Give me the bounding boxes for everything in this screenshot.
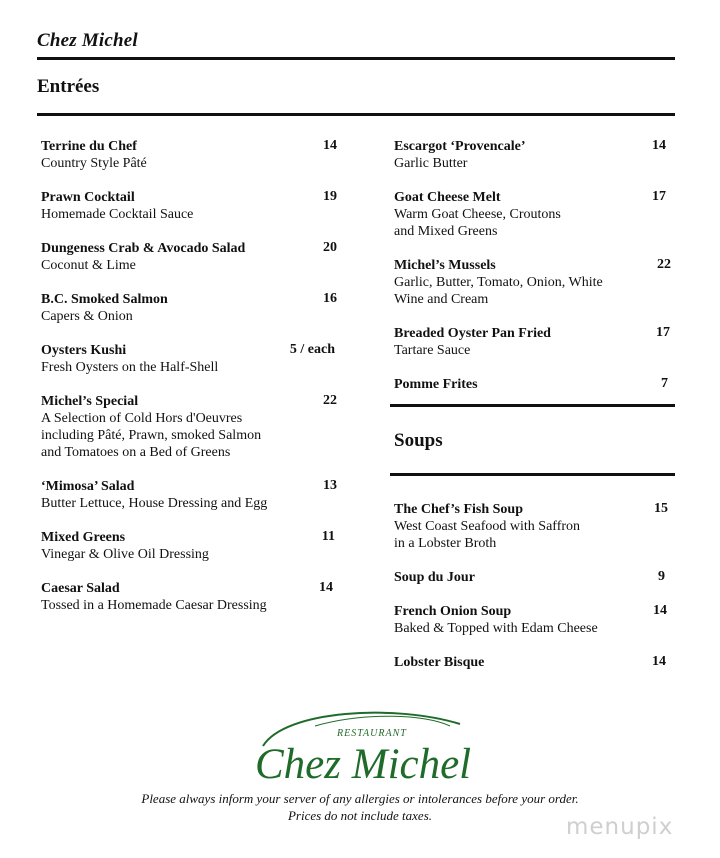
menu-item bbox=[41, 138, 147, 172]
item-description: Country Style Pâté bbox=[41, 156, 147, 171]
item-name: Michel’s Special bbox=[41, 394, 139, 409]
entrees-title: Entrées bbox=[37, 76, 100, 97]
menu-item bbox=[394, 257, 603, 308]
item-price: 16 bbox=[323, 291, 337, 306]
item-description: Homemade Cocktail Sauce bbox=[41, 207, 194, 222]
item-price: 14 bbox=[653, 603, 667, 618]
item-price: 11 bbox=[321, 529, 335, 544]
entrees-rule bbox=[37, 113, 675, 116]
item-description: Vinegar & Olive Oil Dressing bbox=[41, 547, 209, 562]
item-price: 17 bbox=[656, 325, 670, 340]
menu-item bbox=[394, 138, 526, 172]
taxes-notice: Prices do not include taxes. bbox=[287, 808, 433, 823]
item-price: 15 bbox=[654, 501, 668, 516]
item-name: French Onion Soup bbox=[394, 604, 512, 619]
logo-swash-icon bbox=[245, 706, 470, 791]
logo-main-text: Chez Michel bbox=[255, 741, 470, 788]
item-name: Michel’s Mussels bbox=[394, 258, 496, 273]
item-price: 13 bbox=[323, 478, 337, 493]
item-description: Warm Goat Cheese, Croutons bbox=[394, 207, 561, 222]
item-description: in a Lobster Broth bbox=[394, 536, 497, 551]
item-price: 19 bbox=[323, 189, 337, 204]
item-description: Coconut & Lime bbox=[41, 258, 136, 273]
item-name: Dungeness Crab & Avocado Salad bbox=[41, 241, 246, 256]
item-price: 14 bbox=[652, 138, 666, 153]
item-description: A Selection of Cold Hors d'Oeuvres bbox=[41, 411, 243, 426]
menu-item bbox=[394, 189, 561, 240]
menu-item bbox=[394, 569, 475, 586]
item-description: Tartare Sauce bbox=[394, 343, 471, 358]
item-price: 9 bbox=[658, 569, 665, 584]
item-name: Breaded Oyster Pan Fried bbox=[394, 326, 551, 341]
item-description: West Coast Seafood with Saffron bbox=[394, 519, 581, 534]
item-description: Garlic Butter bbox=[394, 156, 468, 171]
menu-item bbox=[394, 325, 551, 359]
menu-item bbox=[394, 654, 484, 671]
item-name: The Chef’s Fish Soup bbox=[394, 502, 524, 517]
item-price: 14 bbox=[323, 138, 337, 153]
item-name: Terrine du Chef bbox=[41, 139, 137, 154]
item-name: Pomme Frites bbox=[394, 377, 478, 392]
item-price: 5 / each bbox=[289, 342, 335, 357]
menu-item bbox=[41, 478, 267, 512]
menu-item bbox=[394, 376, 478, 393]
right-column-rule bbox=[390, 404, 675, 407]
soups-title: Soups bbox=[394, 430, 443, 451]
item-name: Oysters Kushi bbox=[41, 343, 127, 358]
item-description: Butter Lettuce, House Dressing and Egg bbox=[41, 496, 268, 511]
item-name: Caesar Salad bbox=[41, 581, 120, 596]
item-name: Escargot ‘Provencale’ bbox=[394, 139, 526, 154]
allergy-notice: Please always inform your server of any allergies or intolerances before your order. bbox=[141, 791, 579, 806]
menu-item bbox=[41, 393, 261, 461]
restaurant-brand: Chez Michel bbox=[37, 30, 138, 51]
item-price: 22 bbox=[657, 257, 671, 272]
item-price: 14 bbox=[319, 580, 333, 595]
item-description: Capers & Onion bbox=[41, 309, 133, 324]
logo-small-text: RESTAURANT bbox=[337, 728, 407, 739]
item-description: Baked & Topped with Edam Cheese bbox=[394, 621, 598, 636]
menu-item bbox=[41, 240, 245, 274]
menu-item bbox=[41, 580, 267, 614]
menu-item bbox=[41, 291, 168, 325]
menu-item bbox=[394, 501, 580, 552]
menu-item bbox=[41, 189, 193, 223]
header-rule bbox=[37, 57, 675, 60]
item-price: 17 bbox=[652, 189, 666, 204]
item-name: Soup du Jour bbox=[394, 570, 475, 585]
item-description: Garlic, Butter, Tomato, Onion, White bbox=[394, 275, 603, 290]
item-price: 14 bbox=[652, 654, 666, 669]
item-name: Goat Cheese Melt bbox=[394, 190, 501, 205]
item-price: 20 bbox=[323, 240, 337, 255]
item-description: including Pâté, Prawn, smoked Salmon bbox=[41, 428, 262, 443]
item-description: Wine and Cream bbox=[394, 292, 489, 307]
menu-item bbox=[41, 342, 218, 376]
item-description: Tossed in a Homemade Caesar Dressing bbox=[41, 598, 267, 613]
item-description: and Mixed Greens bbox=[394, 224, 498, 239]
item-price: 7 bbox=[661, 376, 668, 391]
item-name: ‘Mimosa’ Salad bbox=[41, 479, 135, 494]
item-description: Fresh Oysters on the Half-Shell bbox=[41, 360, 219, 375]
watermark: menupix bbox=[566, 814, 674, 840]
soups-rule bbox=[390, 473, 675, 476]
item-name: B.C. Smoked Salmon bbox=[41, 292, 168, 307]
item-name: Prawn Cocktail bbox=[41, 190, 135, 205]
item-price: 22 bbox=[323, 393, 337, 408]
menu-item bbox=[41, 529, 209, 563]
menu-item bbox=[394, 603, 598, 637]
item-name: Mixed Greens bbox=[41, 530, 126, 545]
item-name: Lobster Bisque bbox=[394, 655, 485, 670]
restaurant-logo bbox=[245, 706, 470, 791]
item-description: and Tomatoes on a Bed of Greens bbox=[41, 445, 231, 460]
